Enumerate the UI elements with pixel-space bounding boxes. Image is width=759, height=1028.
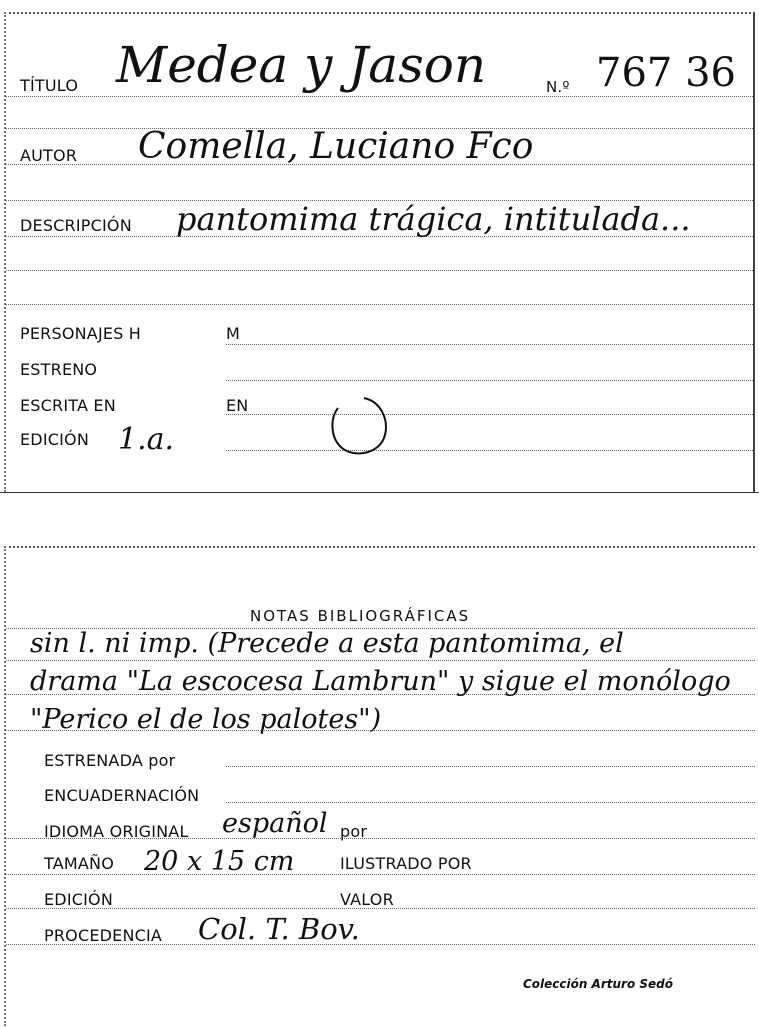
ruled-line bbox=[6, 874, 755, 875]
ruled-line bbox=[226, 414, 753, 415]
ruled-line bbox=[6, 304, 753, 305]
label-autor: AUTOR bbox=[20, 146, 78, 165]
ruled-line bbox=[226, 380, 753, 381]
ruled-line bbox=[6, 660, 755, 661]
label-edicion-bottom: EDICIÓN bbox=[44, 890, 114, 909]
ruled-line bbox=[226, 766, 755, 767]
value-procedencia: Col. T. Bov. bbox=[198, 912, 360, 946]
card-divider bbox=[0, 492, 759, 493]
notes-line-2: drama "La escocesa Lambrun" y sigue el monólogo bbox=[30, 666, 731, 697]
label-edicion: EDICIÓN bbox=[20, 430, 90, 449]
label-estrenada-por: ESTRENADA por bbox=[44, 751, 176, 770]
notes-line-3: "Perico el de los palotes") bbox=[30, 704, 382, 735]
value-numero: 767 36 bbox=[596, 50, 736, 96]
value-titulo: Medea y Jason bbox=[116, 36, 487, 94]
label-en: EN bbox=[226, 396, 249, 415]
collection-footer: Colección Arturo Sedó bbox=[522, 977, 673, 991]
ruled-line bbox=[226, 802, 755, 803]
label-personajes-h: PERSONAJES H bbox=[20, 324, 142, 343]
label-procedencia: PROCEDENCIA bbox=[44, 926, 163, 945]
label-por: por bbox=[340, 822, 368, 841]
ruled-line bbox=[226, 450, 753, 451]
ruled-line bbox=[6, 270, 753, 271]
notes-line-1: sin l. ni imp. (Precede a esta pantomima, el bbox=[30, 628, 624, 659]
value-idioma-original: español bbox=[222, 808, 328, 839]
value-tamano: 20 x 15 cm bbox=[144, 846, 295, 877]
label-estreno: ESTRENO bbox=[20, 360, 98, 379]
label-valor: VALOR bbox=[340, 890, 394, 909]
label-encuadernacion: ENCUADERNACIÓN bbox=[44, 786, 200, 805]
label-titulo: TÍTULO bbox=[20, 76, 79, 95]
catalog-card-front bbox=[4, 12, 755, 492]
value-autor: Comella, Luciano Fco bbox=[138, 126, 534, 167]
label-escrita-en: ESCRITA EN bbox=[20, 396, 116, 415]
label-tamano: TAMAÑO bbox=[44, 854, 114, 873]
ruled-line bbox=[226, 344, 753, 345]
label-personajes-m: M bbox=[226, 324, 241, 343]
ruled-line bbox=[6, 96, 753, 97]
label-descripcion: DESCRIPCIÓN bbox=[20, 216, 132, 235]
label-idioma-original: IDIOMA ORIGINAL bbox=[44, 822, 189, 841]
punch-hole-icon bbox=[324, 392, 394, 462]
value-descripcion: pantomima trágica, intitulada... bbox=[176, 200, 691, 238]
label-ilustrado-por: ILUSTRADO POR bbox=[340, 854, 472, 873]
notes-heading: NOTAS BIBLIOGRÁFICAS bbox=[250, 607, 471, 625]
label-numero: N.º bbox=[546, 78, 570, 96]
value-edicion: 1.a. bbox=[118, 422, 175, 457]
